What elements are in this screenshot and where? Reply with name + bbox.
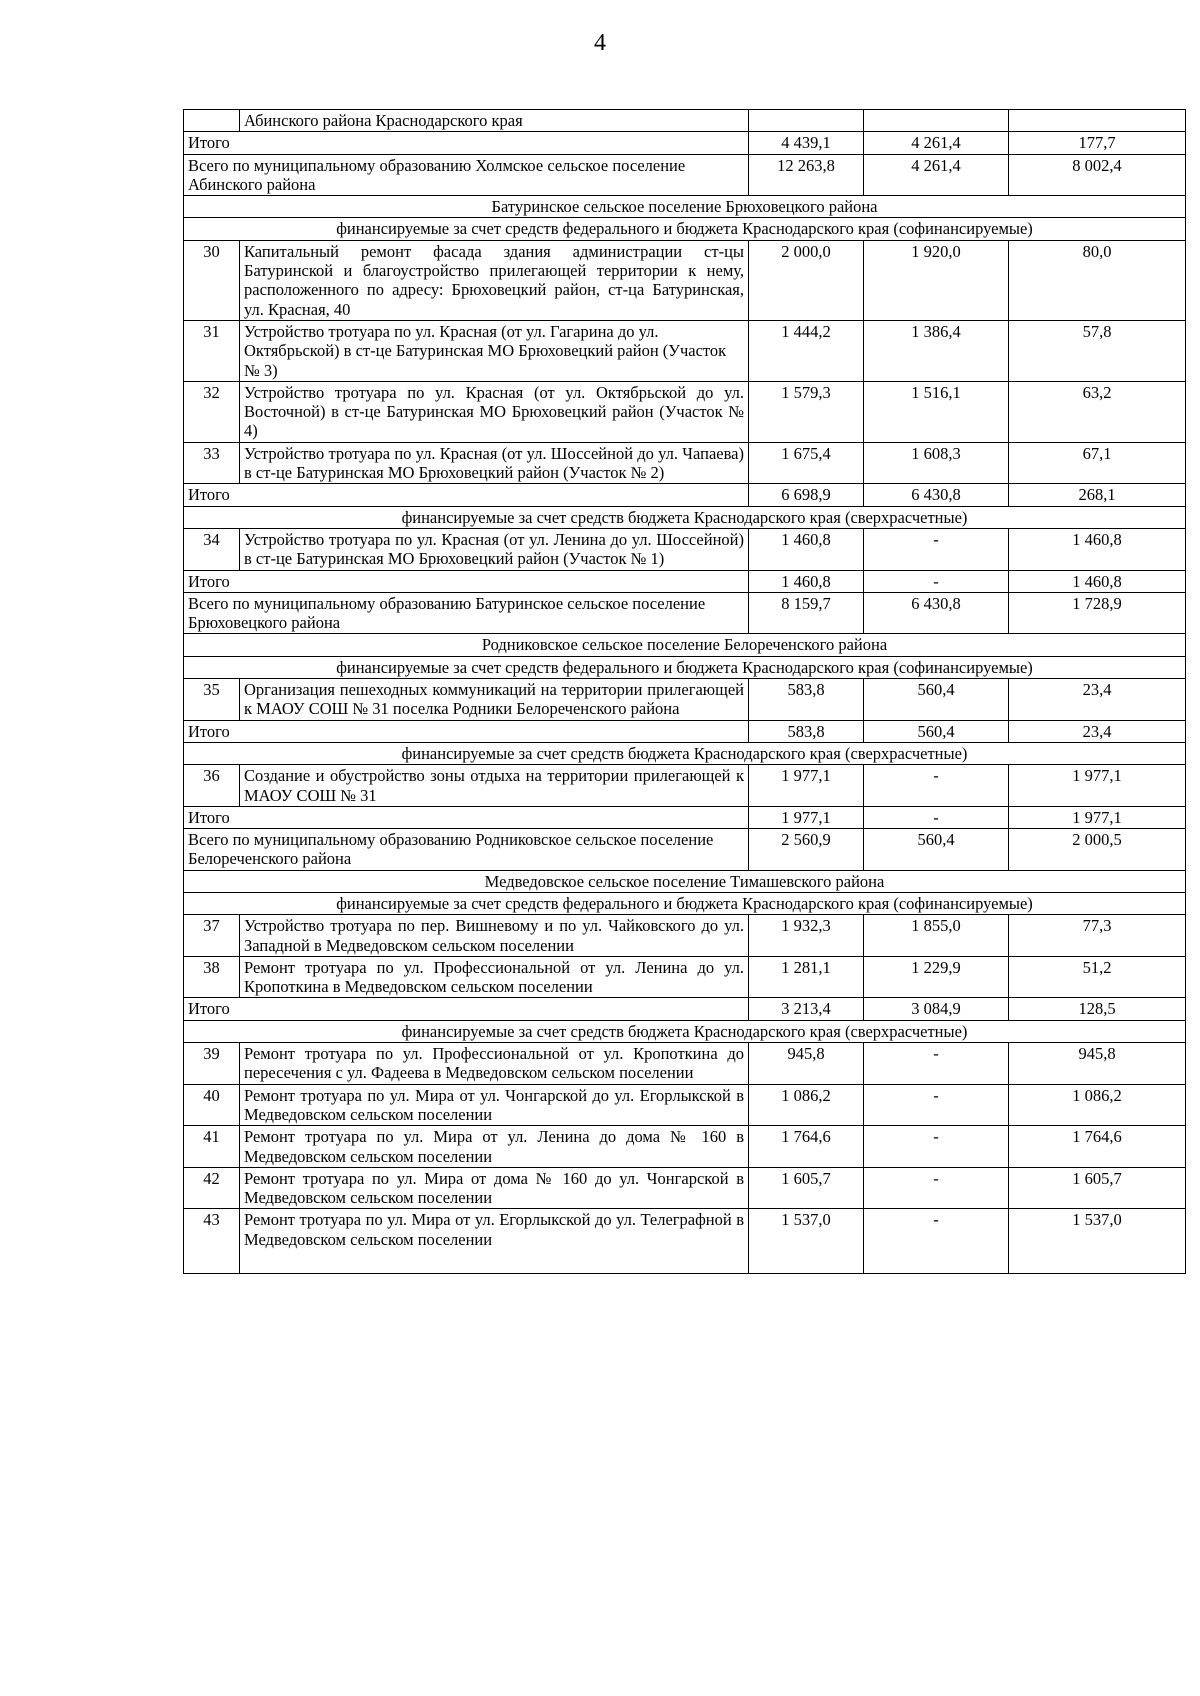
total-amount-cell: 1 281,1 <box>749 956 864 998</box>
total-row <box>184 806 1186 828</box>
row-number-cell: 39 <box>184 1043 240 1085</box>
total-amount-cell: 1 537,0 <box>749 1209 864 1274</box>
table-row <box>184 320 1186 381</box>
federal-amount-cell: 6 430,8 <box>864 592 1009 634</box>
table-row <box>184 442 1186 484</box>
total-amount-cell: 945,8 <box>749 1043 864 1085</box>
regional-amount-cell: 1 977,1 <box>1009 806 1186 828</box>
description-cell: Организация пешеходных коммуникаций на территории прилегающей к МАОУ СОШ № 31 поселка Родники Белореченского района <box>240 679 749 721</box>
funding-source-row <box>184 218 1186 240</box>
regional-amount-cell: 1 764,6 <box>1009 1126 1186 1168</box>
regional-amount-cell: 8 002,4 <box>1009 154 1186 196</box>
table-row <box>184 765 1186 807</box>
regional-amount-cell: 1 460,8 <box>1009 570 1186 592</box>
section-header-row <box>184 870 1186 892</box>
regional-amount-cell: 268,1 <box>1009 484 1186 506</box>
description-cell: Ремонт тротуара по ул. Мира от ул. Чонгарской до ул. Егорлыкской в Медведовском сельском поселении <box>240 1084 749 1126</box>
total-label: Итого <box>184 132 749 154</box>
total-amount-cell: 6 698,9 <box>749 484 864 506</box>
total-label: Итого <box>184 570 749 592</box>
description-cell: Устройство тротуара по пер. Вишневому и по ул. Чайковского до ул. Западной в Медведовском сельском поселении <box>240 915 749 957</box>
total-row <box>184 154 1186 196</box>
table-row <box>184 679 1186 721</box>
regional-amount-cell: 23,4 <box>1009 679 1186 721</box>
federal-amount-cell: 1 855,0 <box>864 915 1009 957</box>
total-amount-cell: 2 560,9 <box>749 829 864 871</box>
federal-amount-cell: 1 516,1 <box>864 381 1009 442</box>
section-header-row <box>184 196 1186 218</box>
federal-amount-cell: - <box>864 765 1009 807</box>
row-number-cell: 42 <box>184 1167 240 1209</box>
row-number-cell: 41 <box>184 1126 240 1168</box>
federal-amount-cell: - <box>864 1084 1009 1126</box>
table-row <box>184 956 1186 998</box>
total-amount-cell: 1 977,1 <box>749 765 864 807</box>
federal-amount-cell: 6 430,8 <box>864 484 1009 506</box>
federal-amount-cell: 1 229,9 <box>864 956 1009 998</box>
regional-amount-cell: 67,1 <box>1009 442 1186 484</box>
description-cell: Ремонт тротуара по ул. Профессиональной от ул. Кропоткина до пересечения с ул. Фадеева в Медведовском сельском поселении <box>240 1043 749 1085</box>
total-amount-cell: 1 977,1 <box>749 806 864 828</box>
total-amount-cell <box>749 110 864 132</box>
federal-amount-cell: 1 608,3 <box>864 442 1009 484</box>
description-cell: Устройство тротуара по ул. Красная (от ул. Октябрьской до ул. Восточной) в ст-це Батуринская МО Брюховецкий район (Участок № 4) <box>240 381 749 442</box>
regional-amount-cell: 128,5 <box>1009 998 1186 1020</box>
regional-amount-cell: 1 977,1 <box>1009 765 1186 807</box>
description-cell: Создание и обустройство зоны отдыха на территории прилегающей к МАОУ СОШ № 31 <box>240 765 749 807</box>
total-amount-cell: 1 086,2 <box>749 1084 864 1126</box>
regional-amount-cell: 2 000,5 <box>1009 829 1186 871</box>
total-amount-cell: 2 000,0 <box>749 240 864 320</box>
row-number-cell: 36 <box>184 765 240 807</box>
federal-amount-cell: - <box>864 528 1009 570</box>
total-amount-cell: 583,8 <box>749 679 864 721</box>
total-row <box>184 570 1186 592</box>
total-amount-cell: 583,8 <box>749 720 864 742</box>
description-cell: Капитальный ремонт фасада здания администрации ст-цы Батуринской и благоустройство прилегающей территории к нему, расположенного по адресу: Брюховецкий район, ст-ца Батуринская, ул. Красная, 40 <box>240 240 749 320</box>
regional-amount-cell: 1 086,2 <box>1009 1084 1186 1126</box>
federal-amount-cell: - <box>864 1167 1009 1209</box>
federal-amount-cell: 560,4 <box>864 829 1009 871</box>
total-row <box>184 829 1186 871</box>
total-row <box>184 592 1186 634</box>
regional-amount-cell: 63,2 <box>1009 381 1186 442</box>
federal-amount-cell: 1 920,0 <box>864 240 1009 320</box>
regional-amount-cell: 945,8 <box>1009 1043 1186 1085</box>
funding-source-row <box>184 1020 1186 1042</box>
regional-amount-cell: 1 728,9 <box>1009 592 1186 634</box>
federal-amount-cell: - <box>864 570 1009 592</box>
section-title: Батуринское сельское поселение Брюховецкого района <box>184 196 1186 218</box>
row-number-cell: 38 <box>184 956 240 998</box>
row-number-cell: 40 <box>184 1084 240 1126</box>
table-row <box>184 110 1186 132</box>
federal-amount-cell: - <box>864 1126 1009 1168</box>
total-amount-cell: 1 579,3 <box>749 381 864 442</box>
regional-amount-cell: 23,4 <box>1009 720 1186 742</box>
total-amount-cell: 1 764,6 <box>749 1126 864 1168</box>
description-cell: Ремонт тротуара по ул. Мира от дома № 160 до ул. Чонгарской в Медведовском сельском поселении <box>240 1167 749 1209</box>
table-row <box>184 1043 1186 1085</box>
total-label: Всего по муниципальному образованию Холмское сельское поселение Абинского района <box>184 154 749 196</box>
total-amount-cell: 4 439,1 <box>749 132 864 154</box>
total-label: Итого <box>184 484 749 506</box>
total-amount-cell: 8 159,7 <box>749 592 864 634</box>
row-number-cell <box>184 110 240 132</box>
funding-source-title: финансируемые за счет средств бюджета Краснодарского края (сверхрасчетные) <box>184 506 1186 528</box>
regional-amount-cell: 177,7 <box>1009 132 1186 154</box>
description-cell: Ремонт тротуара по ул. Мира от ул. Ленина до дома № 160 в Медведовском сельском поселении <box>240 1126 749 1168</box>
federal-amount-cell: - <box>864 1043 1009 1085</box>
table-row <box>184 1084 1186 1126</box>
section-header-row <box>184 634 1186 656</box>
page-number: 4 <box>594 30 606 56</box>
description-cell: Ремонт тротуара по ул. Мира от ул. Егорлыкской до ул. Телеграфной в Медведовском сельском поселении <box>240 1209 749 1274</box>
regional-amount-cell: 57,8 <box>1009 320 1186 381</box>
regional-amount-cell: 80,0 <box>1009 240 1186 320</box>
row-number-cell: 30 <box>184 240 240 320</box>
row-number-cell: 31 <box>184 320 240 381</box>
total-label: Итого <box>184 998 749 1020</box>
row-number-cell: 35 <box>184 679 240 721</box>
total-row <box>184 720 1186 742</box>
federal-amount-cell: - <box>864 1209 1009 1274</box>
description-cell: Абинского района Краснодарского края <box>240 110 749 132</box>
funding-source-title: финансируемые за счет средств федерального и бюджета Краснодарского края (софинансируемые) <box>184 218 1186 240</box>
federal-amount-cell: 4 261,4 <box>864 132 1009 154</box>
table-row <box>184 1167 1186 1209</box>
row-number-cell: 37 <box>184 915 240 957</box>
funding-table-body <box>184 110 1186 1274</box>
federal-amount-cell: - <box>864 806 1009 828</box>
table-row <box>184 915 1186 957</box>
row-number-cell: 34 <box>184 528 240 570</box>
section-title: Медведовское сельское поселение Тимашевского района <box>184 870 1186 892</box>
total-amount-cell: 1 444,2 <box>749 320 864 381</box>
regional-amount-cell: 1 460,8 <box>1009 528 1186 570</box>
regional-amount-cell: 77,3 <box>1009 915 1186 957</box>
funding-source-title: финансируемые за счет средств бюджета Краснодарского края (сверхрасчетные) <box>184 1020 1186 1042</box>
federal-amount-cell: 560,4 <box>864 720 1009 742</box>
total-amount-cell: 1 675,4 <box>749 442 864 484</box>
table-row <box>184 381 1186 442</box>
table-row <box>184 1209 1186 1274</box>
row-number-cell: 33 <box>184 442 240 484</box>
federal-amount-cell: 4 261,4 <box>864 154 1009 196</box>
funding-source-title: финансируемые за счет средств бюджета Краснодарского края (сверхрасчетные) <box>184 742 1186 764</box>
table-row <box>184 1126 1186 1168</box>
funding-source-row <box>184 656 1186 678</box>
regional-amount-cell: 51,2 <box>1009 956 1186 998</box>
description-cell: Ремонт тротуара по ул. Профессиональной от ул. Ленина до ул. Кропоткина в Медведовском сельском поселении <box>240 956 749 998</box>
funding-table <box>183 109 1186 1274</box>
total-amount-cell: 1 932,3 <box>749 915 864 957</box>
federal-amount-cell: 1 386,4 <box>864 320 1009 381</box>
total-amount-cell: 12 263,8 <box>749 154 864 196</box>
section-title: Родниковское сельское поселение Белореченского района <box>184 634 1186 656</box>
federal-amount-cell <box>864 110 1009 132</box>
regional-amount-cell: 1 605,7 <box>1009 1167 1186 1209</box>
total-row <box>184 998 1186 1020</box>
row-number-cell: 43 <box>184 1209 240 1274</box>
total-label: Всего по муниципальному образованию Родниковское сельское поселение Белореченского района <box>184 829 749 871</box>
description-cell: Устройство тротуара по ул. Красная (от ул. Шоссейной до ул. Чапаева) в ст-це Батуринская МО Брюховецкий район (Участок № 2) <box>240 442 749 484</box>
total-row <box>184 484 1186 506</box>
total-amount-cell: 3 213,4 <box>749 998 864 1020</box>
funding-source-row <box>184 742 1186 764</box>
federal-amount-cell: 3 084,9 <box>864 998 1009 1020</box>
total-amount-cell: 1 605,7 <box>749 1167 864 1209</box>
total-row <box>184 132 1186 154</box>
total-label: Итого <box>184 720 749 742</box>
funding-source-title: финансируемые за счет средств федерального и бюджета Краснодарского края (софинансируемые) <box>184 892 1186 914</box>
total-label: Итого <box>184 806 749 828</box>
total-amount-cell: 1 460,8 <box>749 528 864 570</box>
federal-amount-cell: 560,4 <box>864 679 1009 721</box>
regional-amount-cell: 1 537,0 <box>1009 1209 1186 1274</box>
regional-amount-cell <box>1009 110 1186 132</box>
funding-source-title: финансируемые за счет средств федерального и бюджета Краснодарского края (софинансируемые) <box>184 656 1186 678</box>
row-number-cell: 32 <box>184 381 240 442</box>
total-label: Всего по муниципальному образованию Батуринское сельское поселение Брюховецкого района <box>184 592 749 634</box>
table-row <box>184 528 1186 570</box>
description-cell: Устройство тротуара по ул. Красная (от ул. Гагарина до ул. Октябрьской) в ст-це Батуринская МО Брюховецкий район (Участок № 3) <box>240 320 749 381</box>
total-amount-cell: 1 460,8 <box>749 570 864 592</box>
funding-source-row <box>184 506 1186 528</box>
description-cell: Устройство тротуара по ул. Красная (от ул. Ленина до ул. Шоссейной) в ст-це Батуринская МО Брюховецкий район (Участок № 1) <box>240 528 749 570</box>
funding-source-row <box>184 892 1186 914</box>
table-row <box>184 240 1186 320</box>
